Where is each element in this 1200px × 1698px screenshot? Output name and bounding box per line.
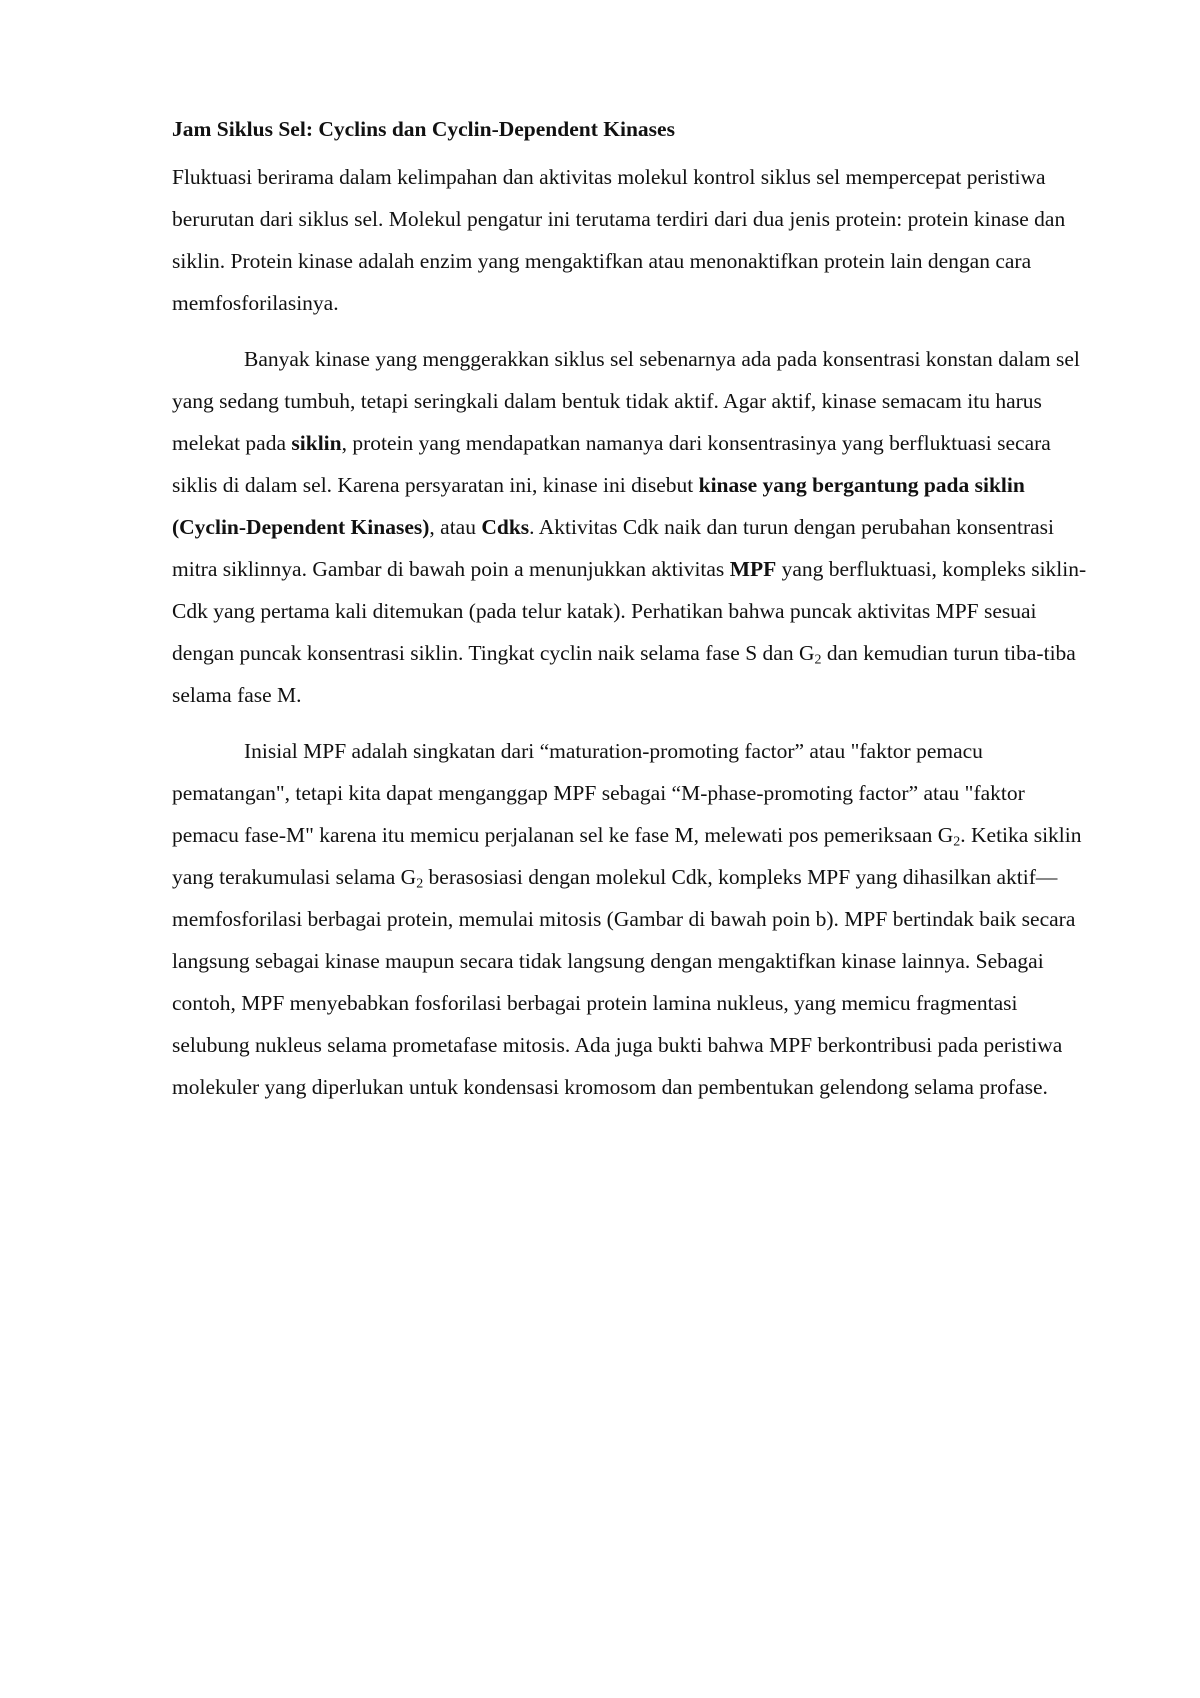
paragraph-3-text: berasosiasi dengan molekul Cdk, kompleks MPF yang dihasilkan aktif—memfosforilasi berbagai protein, memulai mitosis (Gambar di bawah poin b). MPF bertindak baik secara langsung sebagai kinase maupun secara tidak langsung dengan mengaktifkan kinase lainnya. Sebagai contoh, MPF menyebabkan fosforilasi berbagai protein lamina nukleus, yang memicu fragmentasi selubung nukleus selama prometafase mitosis. Ada juga bukti bahwa MPF berkontribusi pada peristiwa molekuler yang diperlukan untuk kondensasi kromosom dan pembentukan gelendong selama profase. — [172, 865, 1076, 1099]
subscript: 2 — [814, 652, 822, 668]
term-cyclin-dependent-kinases: kinase yang bergantung pada siklin (Cyclin-Dependent Kinases) — [172, 473, 1025, 539]
document-body — [172, 112, 1092, 1122]
paragraph-2-text: , protein yang mendapatkan namanya dari konsentrasinya yang berfluktuasi secara siklis di dalam sel. Karena persyaratan ini, kinase ini disebut — [172, 431, 1051, 497]
term-siklin: siklin — [291, 431, 342, 455]
paragraph-2-text: yang berfluktuasi, kompleks siklin-Cdk yang pertama kali ditemukan (pada telur katak). Perhatikan bahwa puncak aktivitas MPF sesuai dengan puncak konsentrasi siklin. Tingkat cyclin naik selama fase S dan G — [172, 557, 1087, 665]
term-cdks: Cdks — [481, 515, 530, 539]
paragraph-3-text: . Ketika siklin yang terakumulasi selama G — [172, 823, 1082, 889]
paragraph-2-text: dan kemudian turun tiba-tiba selama fase M. — [172, 641, 1076, 707]
subscript: 2 — [953, 834, 961, 850]
paragraph-3 — [172, 730, 1092, 1108]
paragraph-1: Fluktuasi berirama dalam kelimpahan dan aktivitas molekul kontrol siklus sel mempercepat peristiwa berurutan dari siklus sel. Molekul pengatur ini terutama terdiri dari dua jenis protein: protein kinase dan siklin. Protein kinase adalah enzim yang mengaktifkan atau menonaktifkan protein lain dengan cara memfosforilasinya. — [172, 165, 1066, 315]
paragraph-2-text: , atau — [429, 515, 482, 539]
paragraph-2-text: . Aktivitas Cdk naik dan turun dengan perubahan konsentrasi mitra siklinnya. Gambar di bawah poin a menunjukkan aktivitas — [172, 515, 1055, 581]
paragraph-2 — [172, 338, 1092, 716]
subscript: 2 — [416, 876, 424, 892]
paragraph-3-text: Inisial MPF adalah singkatan dari “maturation-promoting factor” atau "faktor pemacu pematangan", tetapi kita dapat menganggap MPF sebagai “M-phase-promoting factor” atau "faktor pemacu fase-M" karena itu memicu perjalanan sel ke fase M, melewati pos pemeriksaan G — [172, 739, 1025, 847]
term-mpf: MPF — [729, 557, 777, 581]
paragraph-2-text: Banyak kinase yang menggerakkan siklus sel sebenarnya ada pada konsentrasi konstan dalam sel yang sedang tumbuh, tetapi seringkali dalam bentuk tidak aktif. Agar aktif, kinase semacam itu harus melekat pada — [172, 347, 1080, 455]
document-title: Jam Siklus Sel: Cyclins dan Cyclin-Dependent Kinases — [172, 117, 675, 141]
